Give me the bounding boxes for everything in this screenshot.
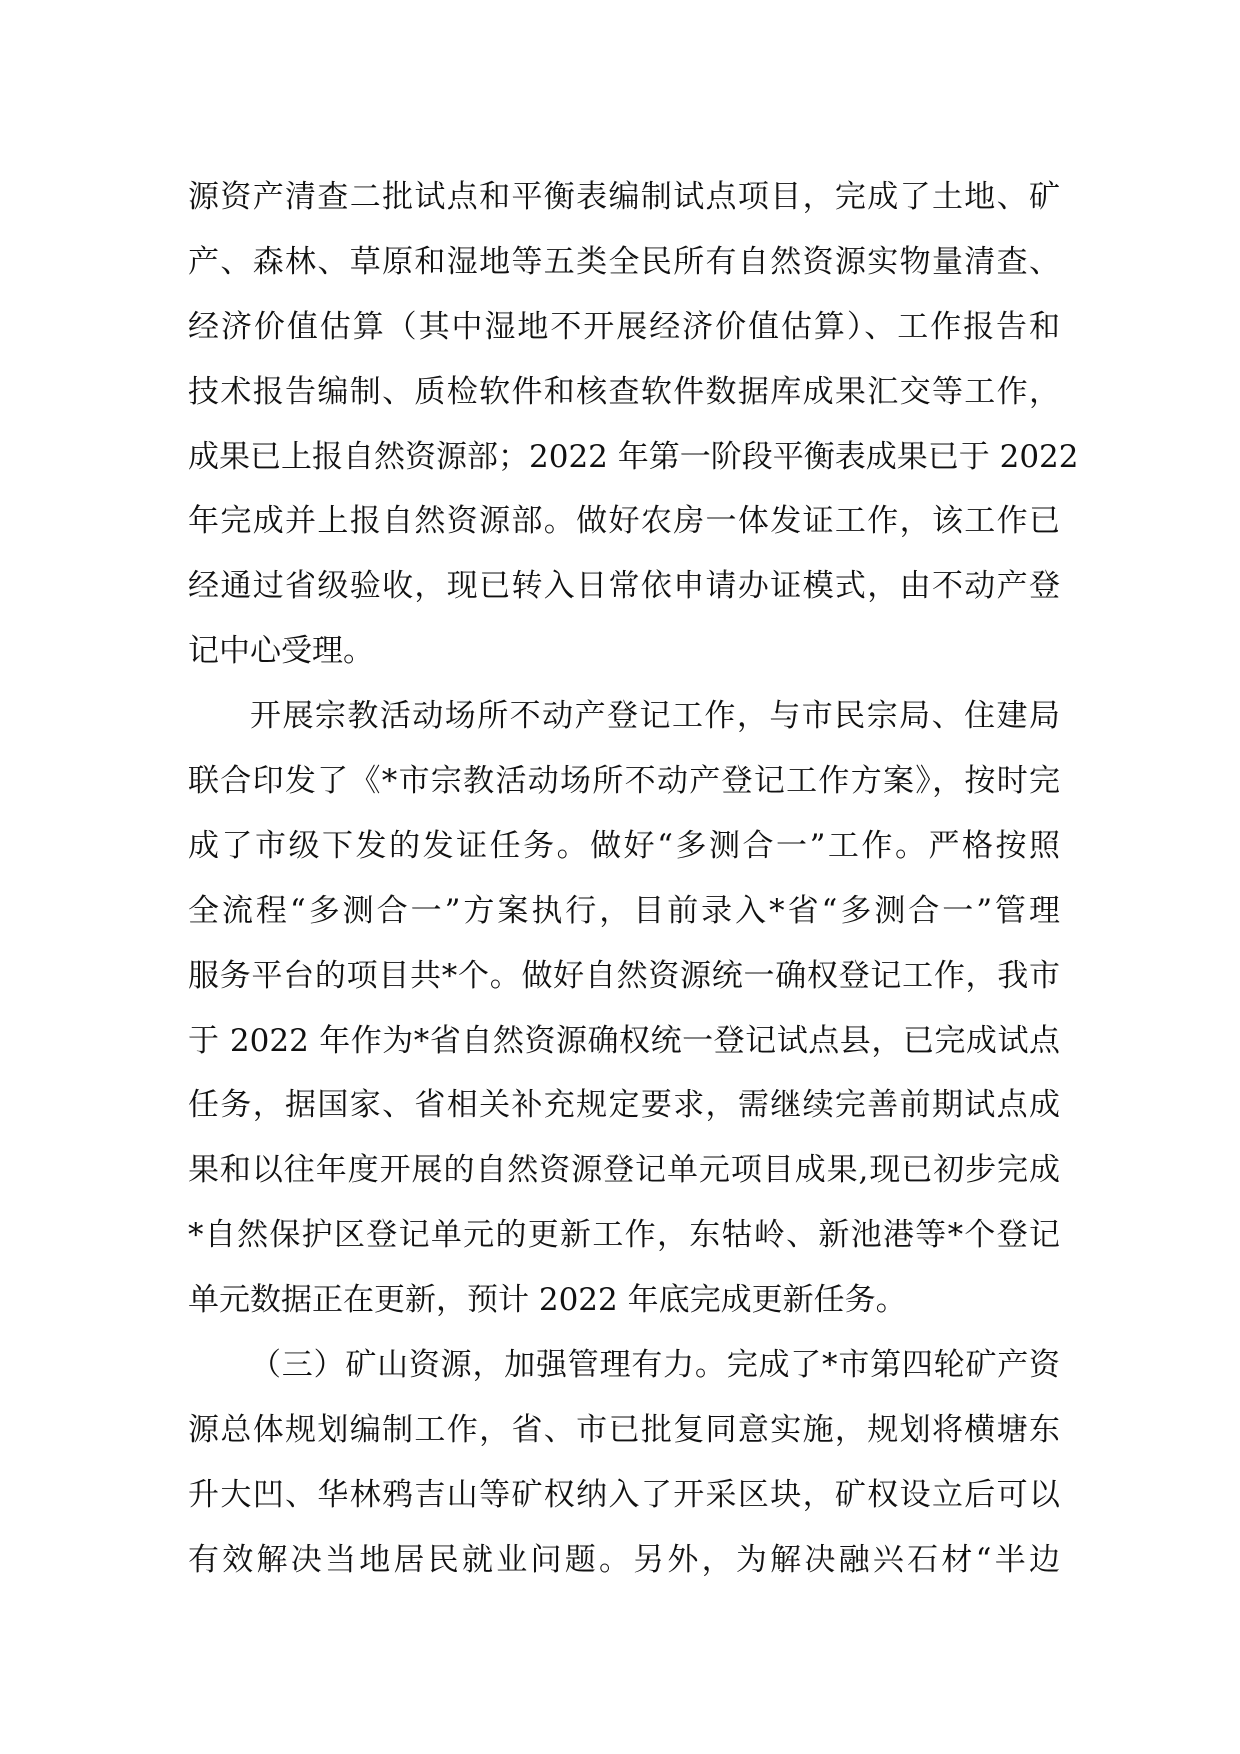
text-line: 成了市级下发的发证任务。做好“多测合一”工作。严格按照 [188,827,1060,864]
text-line: 源总体规划编制工作，省、市已批复同意实施，规划将横塘东 [188,1411,1060,1448]
text-line: 成果已上报自然资源部；2022 年第一阶段平衡表成果已于 2022 [188,438,1079,475]
text-line: 全流程“多测合一”方案执行，目前录入*省“多测合一”管理 [188,892,1060,929]
text-line: 联合印发了《*市宗教活动场所不动产登记工作方案》，按时完 [188,763,1060,800]
text-line: 经济价值估算（其中湿地不开展经济价值估算）、工作报告和 [188,308,1060,345]
text-line: 有效解决当地居民就业问题。另外，为解决融兴石材“半边 [188,1541,1060,1578]
text-line: *自然保护区登记单元的更新工作，东牯岭、新池港等*个登记 [188,1217,1060,1254]
text-line: 于 2022 年作为*省自然资源确权统一登记试点县，已完成试点 [188,1022,1060,1059]
text-line: 服务平台的项目共*个。做好自然资源统一确权登记工作，我市 [188,957,1060,994]
document-body [188,165,1079,1593]
text-line: 源资产清查二批试点和平衡表编制试点项目，完成了土地、矿 [188,179,1060,215]
text-line: 经通过省级验收，现已转入日常依申请办证模式，由不动产登 [188,568,1060,605]
text-line: 果和以往年度开展的自然资源登记单元项目成果,现已初步完成 [188,1152,1060,1189]
text-line: 任务，据国家、省相关补充规定要求，需继续完善前期试点成 [188,1087,1060,1124]
text-line: 开展宗教活动场所不动产登记工作，与市民宗局、住建局 [250,698,1060,735]
text-line: （三）矿山资源，加强管理有力。完成了*市第四轮矿产资 [250,1347,1060,1384]
text-line: 产、森林、草原和湿地等五类全民所有自然资源实物量清查、 [188,243,1060,280]
text-line: 年完成并上报自然资源部。做好农房一体发证工作，该工作已 [188,503,1060,540]
text-line: 单元数据正在更新，预计 2022 年底完成更新任务。 [188,1282,907,1319]
text-line: 技术报告编制、质检软件和核查软件数据库成果汇交等工作， [188,373,1060,410]
text-line: 升大凹、华林鸦吉山等矿权纳入了开采区块，矿权设立后可以 [188,1476,1060,1513]
text-line: 记中心受理。 [188,633,374,670]
